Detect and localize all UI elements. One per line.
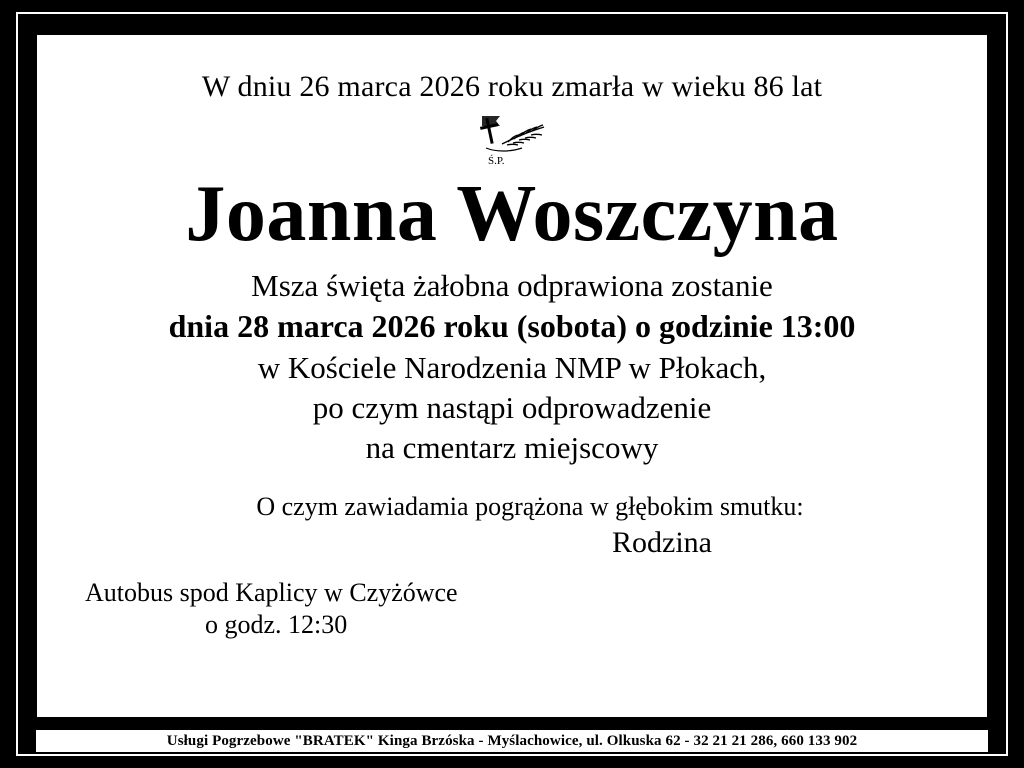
notice-card — [34, 32, 990, 720]
svg-text:Ś.P.: Ś.P. — [488, 155, 505, 168]
deceased-name: Joanna Woszczyna — [185, 170, 839, 259]
mass-line-4: po czym nastąpi odprowadzenie — [312, 390, 712, 426]
bus-info-line-2: o godz. 12:30 — [205, 609, 348, 639]
mass-line-2: dnia 28 marca 2026 roku (sobota) o godzinie 13:00 — [168, 308, 856, 345]
announcement-line: O czym zawiadamia pogrążona w głębokim smutku: — [256, 491, 804, 521]
intro-line: W dniu 26 marca 2026 roku zmarła w wieku 86 lat — [201, 70, 823, 103]
mass-line-1: Msza święta żałobna odprawiona zostanie — [251, 267, 773, 303]
mass-line-3: w Kościele Narodzenia NMP w Płokach, — [257, 349, 767, 385]
bus-info-line-1: Autobus spod Kaplicy w Czyżówce — [85, 578, 458, 608]
bus-info-block — [63, 577, 961, 640]
mass-line-5: na cmentarz miejscowy — [365, 430, 659, 466]
mass-details — [63, 266, 961, 469]
family-signature: Rodzina — [612, 526, 712, 560]
announcement-block — [63, 491, 961, 562]
wheat-cross-emblem-icon — [452, 112, 572, 170]
funeral-home-text: Usługi Pogrzebowe "BRATEK" Kinga Brzóska - Myślachowice, ul. Olkuska 62 - 32 21 21 286, 660 133 902 — [166, 732, 858, 749]
funeral-home-footer — [34, 728, 990, 754]
